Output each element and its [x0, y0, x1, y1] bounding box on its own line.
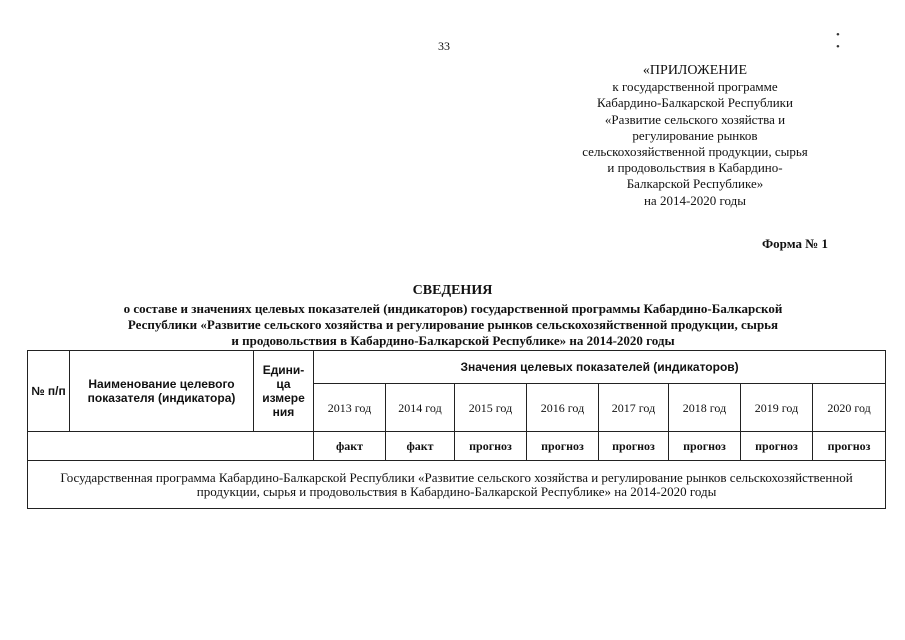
appendix-line: на 2014-2020 годы: [643, 192, 747, 208]
subtitle-line: и продовольствия в Кабардино-Балкарской Республике» на 2014-2020 годы: [231, 333, 675, 348]
appendix-line: и продовольствия в Кабардино-: [607, 160, 783, 176]
appendix-line: сельскохозяйственной продукции, сырья: [582, 144, 808, 160]
appendix-line: регулирование рынков: [632, 127, 758, 143]
status-cell: прогноз: [741, 432, 813, 461]
appendix-line: Балкарской Республике»: [626, 176, 764, 192]
year-cell: 2019 год: [741, 384, 813, 432]
year-cell: 2018 год: [669, 384, 741, 432]
page-number: 33: [438, 39, 450, 53]
header-number: № п/п: [28, 351, 70, 432]
year-cell: 2013 год: [314, 384, 386, 432]
header-indicator-name: Наименование целевого показателя (индикатора): [70, 351, 254, 432]
table-program-row: [28, 461, 886, 509]
program-row-text: Государственная программа Кабардино-Балкарской Республики «Развитие сельского хозяйства и регулирование рынков сельскохозяйственной продукции, сырья и продовольствия в Кабардино-Балкарской Республике» на 2014-2020 годы: [28, 461, 886, 509]
table-header-row: [28, 351, 886, 384]
status-cell: прогноз: [669, 432, 741, 461]
year-cell: 2014 год: [386, 384, 455, 432]
appendix-line: «Развитие сельского хозяйства и: [604, 111, 786, 127]
table-status-row: [28, 432, 886, 461]
form-number: Форма № 1: [762, 236, 829, 251]
year-cell: 2020 год: [813, 384, 886, 432]
appendix-block: [560, 63, 830, 209]
status-cell: прогноз: [527, 432, 599, 461]
status-cell: прогноз: [455, 432, 527, 461]
header-unit: Едини-ца измере ния: [254, 351, 314, 432]
status-cell: прогноз: [813, 432, 886, 461]
year-cell: 2017 год: [599, 384, 669, 432]
appendix-line: Кабардино-Балкарской Республики: [597, 95, 793, 111]
corner-marks: • •: [836, 29, 870, 53]
subtitle-line: о составе и значениях целевых показателей (индикаторов) государственной программы Кабардино-Балкарской: [123, 301, 783, 316]
document-title: СВЕДЕНИЯ: [412, 283, 493, 298]
header-values: Значения целевых показателей (индикаторов): [314, 351, 886, 384]
year-cell: 2015 год: [455, 384, 527, 432]
subtitle-line: Республики «Развитие сельского хозяйства и регулирование рынков сельскохозяйственной продукции, сырья: [127, 317, 779, 332]
indicators-table: [27, 350, 886, 509]
year-cell: 2016 год: [527, 384, 599, 432]
appendix-line: к государственной программе: [612, 79, 778, 95]
status-cell: факт: [386, 432, 455, 461]
status-row-empty: [28, 432, 314, 461]
status-cell: факт: [314, 432, 386, 461]
status-cell: прогноз: [599, 432, 669, 461]
appendix-line: «ПРИЛОЖЕНИЕ: [642, 63, 748, 78]
document-subtitle: [40, 301, 866, 349]
